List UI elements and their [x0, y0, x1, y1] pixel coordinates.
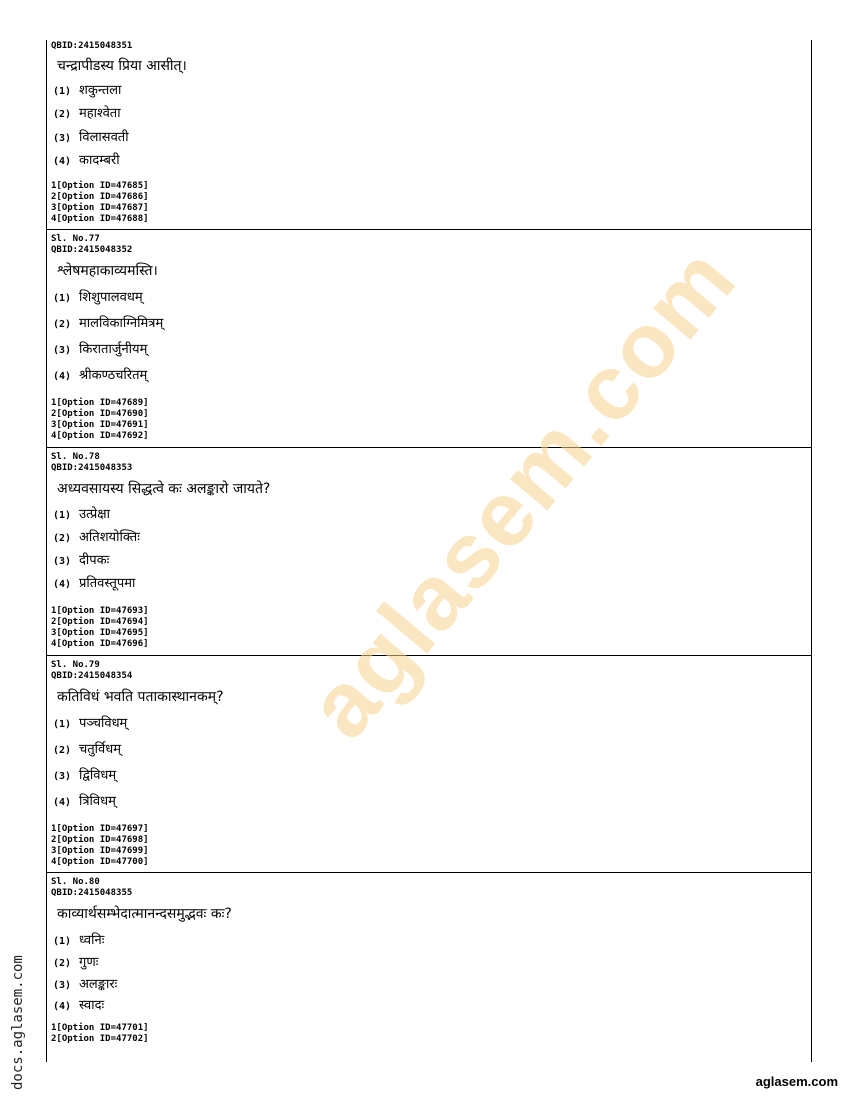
option-2[interactable]: (2) चतुर्विधम्: [53, 742, 122, 757]
serial-number: Sl. No.79: [51, 660, 100, 670]
option-1[interactable]: (1) पञ्चविधम्: [53, 716, 128, 731]
question-block: [47, 656, 811, 873]
question-text: काव्यार्थसम्भेदात्मानन्दसमुद्भवः कः?: [57, 906, 232, 922]
side-watermark: docs.aglasem.com: [10, 955, 26, 1090]
option-ids: 1[Option ID=47697] 2[Option ID=47698] 3[Option ID=47699] 4[Option ID=47700]: [51, 824, 149, 867]
option-1[interactable]: (1) उत्प्रेक्षा: [53, 507, 110, 522]
option-ids: 1[Option ID=47689] 2[Option ID=47690] 3[Option ID=47691] 4[Option ID=47692]: [51, 398, 149, 441]
option-4[interactable]: (4) प्रतिवस्तूपमा: [53, 576, 136, 591]
option-3[interactable]: (3) अलङ्कारः: [53, 977, 118, 992]
question-text: कतिविधं भवति पताकास्थानकम्?: [57, 689, 224, 705]
option-ids: 1[Option ID=47693] 2[Option ID=47694] 3[Option ID=47695] 4[Option ID=47696]: [51, 606, 149, 649]
option-2[interactable]: (2) अतिशयोक्तिः: [53, 530, 140, 545]
option-4[interactable]: (4) श्रीकण्ठचरितम्: [53, 368, 148, 383]
question-text: अध्यवसायस्य सिद्धत्वे कः अलङ्कारो जायते?: [57, 481, 271, 497]
serial-number: Sl. No.80: [51, 877, 100, 887]
question-block: [47, 40, 811, 230]
option-3[interactable]: (3) दीपकः: [53, 553, 110, 568]
qbid: QBID:2415048352: [51, 245, 133, 255]
footer-brand[interactable]: aglasem.com: [755, 1074, 838, 1089]
qbid: QBID:2415048351: [51, 41, 133, 51]
question-text: चन्द्रापीडस्य प्रिया आसीत्।: [57, 58, 187, 74]
serial-number: Sl. No.77: [51, 234, 100, 244]
option-2[interactable]: (2) महाश्वेता: [53, 106, 121, 121]
question-block: [47, 873, 811, 1062]
option-1[interactable]: (1) ध्वनिः: [53, 933, 105, 948]
option-2[interactable]: (2) मालविकाग्निमित्रम्: [53, 316, 164, 331]
option-4[interactable]: (4) कादम्बरी: [53, 153, 120, 168]
option-3[interactable]: (3) विलासवती: [53, 130, 129, 145]
option-3[interactable]: (3) द्विविधम्: [53, 768, 117, 783]
qbid: QBID:2415048355: [51, 888, 133, 898]
qbid: QBID:2415048353: [51, 463, 133, 473]
option-1[interactable]: (1) शिशुपालवधम्: [53, 290, 143, 305]
watermark: aglasem.com: [288, 227, 756, 757]
option-1[interactable]: (1) शकुन्तला: [53, 83, 122, 98]
option-3[interactable]: (3) किरातार्जुनीयम्: [53, 342, 148, 357]
option-ids: 1[Option ID=47685] 2[Option ID=47686] 3[Option ID=47687] 4[Option ID=47688]: [51, 181, 149, 224]
option-4[interactable]: (4) त्रिविधम्: [53, 794, 116, 809]
question-text: श्लेषमहाकाव्यमस्ति।: [57, 263, 158, 279]
option-2[interactable]: (2) गुणः: [53, 955, 99, 970]
option-ids: 1[Option ID=47701] 2[Option ID=47702]: [51, 1023, 149, 1044]
qbid: QBID:2415048354: [51, 671, 133, 681]
serial-number: Sl. No.78: [51, 452, 100, 462]
option-4[interactable]: (4) स्वादः: [53, 998, 105, 1013]
